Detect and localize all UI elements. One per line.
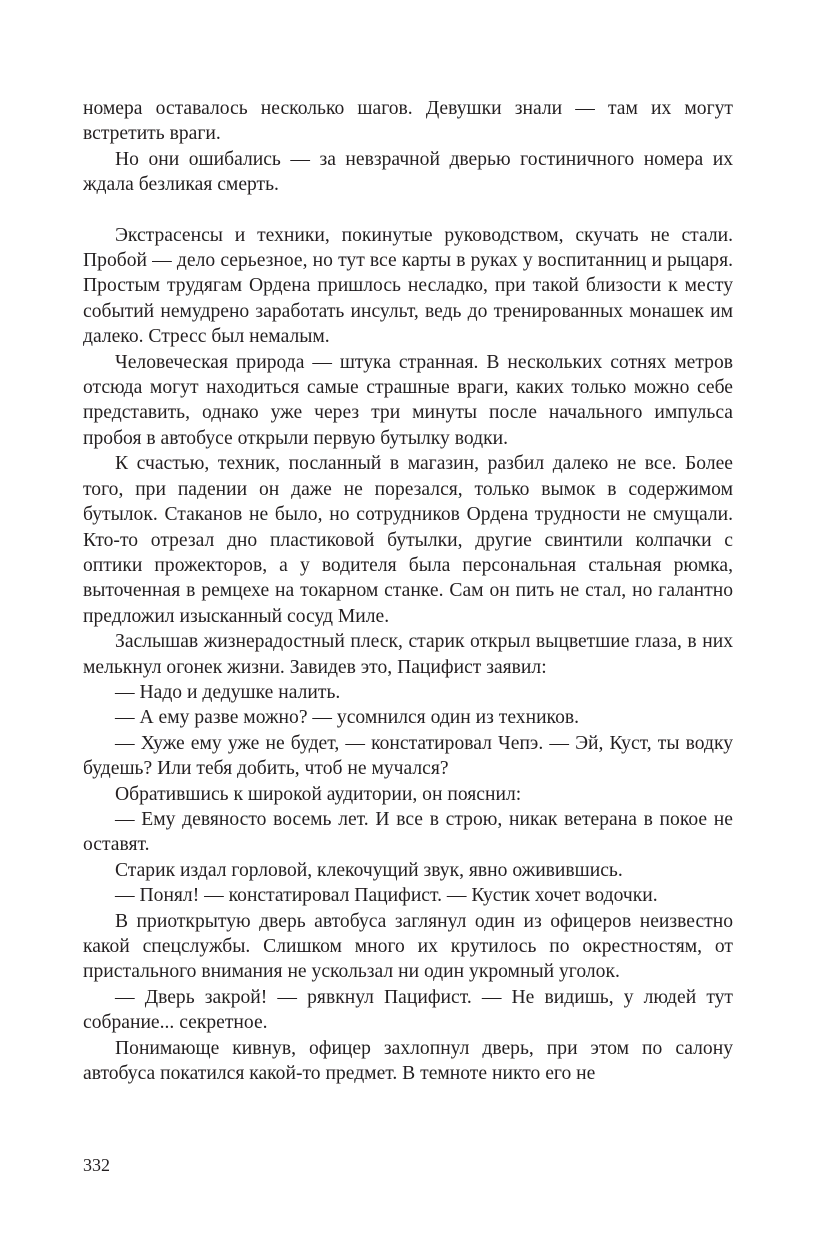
- paragraph: Экстрасенсы и техники, покинутые руководством, скучать не стали. Пробой — дело серьезное, но тут все карты в руках у воспитанниц и рыцаря. Простым трудягам Ордена пришлось несладко, при такой близости к месту событий немудрено заработать инсульт, ведь до тренированных монашек им далеко. Стресс был немалым.: [83, 224, 733, 348]
- paragraph: Человеческая природа — штука странная. В нескольких сотнях метров отсюда могут находиться самые страшные враги, каких только можно себе представить, однако уже через три минуты после начального импульса пробоя в автобусе открыли первую бутылку водки.: [83, 351, 733, 449]
- paragraph: номера оставалось несколько шагов. Девушки знали — там их могут встретить враги.: [83, 98, 733, 145]
- page-body: [83, 96, 733, 1086]
- dialogue-line: — Ему девяносто восемь лет. И все в строю, никак ветерана в покое не оставят.: [83, 808, 733, 856]
- paragraph: Обратившись к широкой аудитории, он пояснил:: [115, 783, 522, 805]
- paragraph: Но они ошибались — за невзрачной дверью гостиничного номера их ждала безликая смерть.: [83, 148, 733, 196]
- dialogue-line: — А ему разве можно? — усомнился один из техников.: [115, 707, 580, 729]
- paragraph: Старик издал горловой, клекочущий звук, явно оживившись.: [115, 859, 623, 881]
- paragraph: В приоткрытую дверь автобуса заглянул один из офицеров неизвестно какой спецслужбы. Слишком много их крутилось по окрестностям, от пристального внимания не ускользал ни один укромный уголок.: [83, 910, 733, 983]
- paragraph: Заслышав жизнерадостный плеск, старик открыл выцветшие глаза, в них мелькнул огонек жизни. Завидев это, Пацифист заявил:: [83, 631, 733, 678]
- page-number: 332: [83, 1155, 110, 1175]
- dialogue-line: — Хуже ему уже не будет, — констатировал Чепэ. — Эй, Куст, ты водку будешь? Или тебя добить, чтоб не мучался?: [83, 732, 733, 780]
- section-break: [83, 198, 733, 223]
- paragraph: К счастью, техник, посланный в магазин, разбил далеко не все. Более того, при падении он даже не порезался, только вымок в содержимом бутылок. Стаканов не было, но сотрудников Ордена трудности не смущали. Кто-то отрезал дно пластиковой бутылки, другие свинтили колпачки с оптики прожекторов, а у водителя была персональная стальная рюмка, выточенная в ремцехе на токарном станке. Сам он пить не стал, но галантно предложил изысканный сосуд Миле.: [83, 453, 733, 627]
- dialogue-line: — Надо и дедушке налить.: [115, 681, 341, 703]
- dialogue-line: — Понял! — констатировал Пацифист. — Кустик хочет водочки.: [115, 885, 658, 907]
- dialogue-line: — Дверь закрой! — рявкнул Пацифист. — Не видишь, у людей тут собрание... секретное.: [83, 986, 733, 1034]
- paragraph: Понимающе кивнув, офицер захлопнул дверь, при этом по салону автобуса покатился какой-то предмет. В темноте никто его не: [83, 1037, 733, 1085]
